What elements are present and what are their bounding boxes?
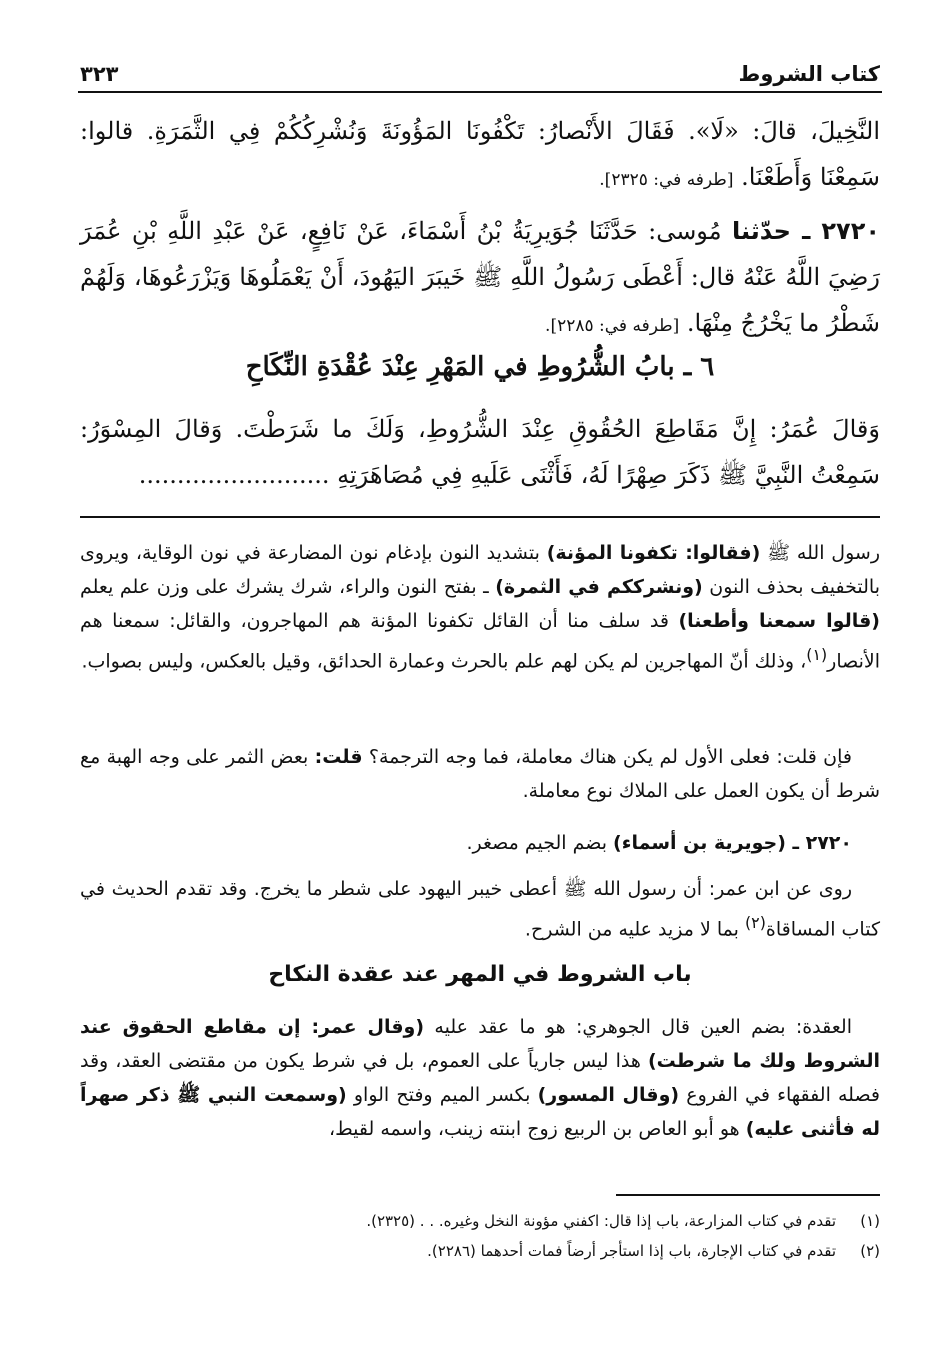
- commentary-text: ـ بفتح النون والراء، شرك يشرك على وزن علم يعلم: [80, 576, 489, 598]
- commentary-paragraph-1: [80, 536, 880, 678]
- footnote-marker: (٢): [744, 913, 766, 932]
- commentary-text: العقدة: بضم العين قال الجوهري: هو ما عقد عليه: [434, 1016, 852, 1038]
- commentary-paragraph-2: [80, 740, 880, 808]
- cross-reference: [طرفه في: ٢٣٢٥].: [599, 170, 734, 190]
- quoted-phrase: (وقال المسور): [537, 1084, 680, 1106]
- commentary-text: روى عن ابن عمر: أن رسول الله ﷺ أعطى خيبر اليهود على شطر ما يخرج. وقد تقدم الحديث في كتاب المساقاة: [80, 878, 880, 941]
- footnote-number: (٢): [860, 1242, 880, 1260]
- commentary-paragraph-5: [80, 1010, 880, 1146]
- hadith-number: ٢٧٢٠ ـ حدّثنا: [731, 217, 880, 245]
- commentary-text: بعض الثمر على وجه الهبة مع شرط أن يكون العمل على الملاك نوع معاملة.: [80, 746, 880, 802]
- page-number: ٣٢٣: [80, 62, 119, 86]
- quoted-phrase: (فقالوا: تكفونا المؤنة): [546, 542, 761, 564]
- commentary-text: هذا ليس جارياً على العموم، بل في شرط يكون من مقتضى العقد، وقد فصله الفقهاء في الفروع: [80, 1050, 880, 1106]
- matn-text: النَّخِيلَ، قالَ: «لَا». فَقَالَ الأَنْصارُ: تَكْفُونَا المَؤُونَةَ وَنُشْرِكُكُمْ فِي الثَّمَرَةِ. قالوا: سَمِعْنَا وَأَطَعْنَا.: [80, 117, 880, 191]
- quoted-phrase: (قالوا سمعنا وأطعنا): [678, 610, 880, 632]
- commentary-text: فإن قلت: فعلى الأول لم يكن هناك معاملة، فما وجه الترجمة؟: [368, 746, 852, 768]
- chapter-heading: ٦ ـ بابُ الشُّرُوطِ في المَهْرِ عِنْدَ عُقْدَةِ النِّكَاحِ: [245, 352, 715, 382]
- book-title: كتاب الشروط: [738, 62, 880, 86]
- commentary-text: ، وذلك أنّ المهاجرين لم يكن لهم علم بالحرث وعمارة الحدائق، وقيل بالعكس، وليس بصواب.: [81, 650, 807, 673]
- quoted-phrase: ٢٧٢٠ ـ (جويرية بن أسماء): [613, 832, 852, 854]
- commentary-text: بما لا مزيد عليه من الشرح.: [524, 918, 739, 941]
- section-divider: [80, 516, 880, 518]
- footnote-text: تقدم في كتاب المزارعة، باب إذا قال: اكفني مؤونة النخل وغيره. . . (٢٣٢٥).: [366, 1212, 836, 1230]
- footnotes: [80, 1206, 880, 1266]
- matn-paragraph-1: [80, 108, 880, 203]
- footnote-text: تقدم في كتاب الإجارة، باب إذا استأجر أرضاً فمات أحدهما (٢٢٨٦).: [427, 1242, 836, 1260]
- header-divider: [78, 91, 882, 93]
- commentary-paragraph-3: [80, 826, 880, 860]
- commentary-paragraph-4: [80, 872, 880, 946]
- page-header: [80, 50, 880, 86]
- quoted-phrase: قلت:: [314, 746, 363, 768]
- quoted-phrase: (ونشرككم في الثمرة): [495, 576, 703, 598]
- quoted-phrase: (وقال عمر: إن مقاطع الحقوق عند الشروط ولك ما شرطت): [80, 1016, 880, 1072]
- footnote-divider: [616, 1194, 880, 1196]
- commentary-text: رسول الله ﷺ: [767, 542, 881, 564]
- commentary-subheading: باب الشروط في المهر عند عقدة النكاح: [268, 962, 692, 987]
- footnote-marker: (١): [806, 645, 828, 664]
- commentary-text: بكسر الميم وفتح الواو: [353, 1084, 531, 1106]
- footnote: [80, 1236, 880, 1266]
- matn-text: مُوسى: حَدَّثَنَا جُوَيرِيَةُ بْنُ أَسْمَاءَ، عَنْ نَافِعٍ، عَنْ عَبْدِ اللَّهِ بْنِ عُمَرَ رَضِيَ اللَّهُ عَنْهُ قال: أَعْطَى رَسُولُ اللَّهِ ﷺ خَيبَرَ اليَهُودَ، أَنْ يَعْمَلُوهَا وَيَزْرَعُوهَا، وَلَهُمْ شَطْرُ ما يَخْرُجُ مِنْهَا.: [80, 217, 880, 337]
- matn-paragraph-3: [80, 406, 880, 498]
- cross-reference: [طرفه في: ٢٢٨٥].: [545, 316, 680, 336]
- commentary-text: هو أبو العاص بن الربيع زوج ابنته زينب، واسمه لقيط،: [329, 1118, 740, 1140]
- matn-paragraph-2: [80, 208, 880, 349]
- commentary-text: بضم الجيم مصغر.: [466, 832, 607, 854]
- footnote: [80, 1206, 880, 1236]
- commentary-text: قد سلف منا أن القائل تكفونا المؤنة هم المهاجرون، والقائل: سمعنا هم الأنصار: [80, 610, 880, 673]
- quoted-phrase: (وسمعت النبي ﷺ ذكر صهراً له فأثنى عليه): [80, 1084, 880, 1140]
- matn-text: وَقالَ عُمَرُ: إِنَّ مَقَاطِعَ الحُقُوقِ عِنْدَ الشُّرُوطِ، وَلَكَ ما شَرَطْتَ. وَقالَ المِسْوَرُ: سَمِعْتُ النَّبِيَّ ﷺ ذَكَرَ صِهْرًا لَهُ، فَأَثْنَى عَلَيهِ فِي مُصَاهَرَتِهِ .........................: [80, 415, 880, 489]
- footnote-number: (١): [860, 1212, 880, 1230]
- commentary-text: بتشديد النون بإدغام نون المضارعة في نون الوقاية، ويروى بالتخفيف بحذف النون: [80, 542, 880, 598]
